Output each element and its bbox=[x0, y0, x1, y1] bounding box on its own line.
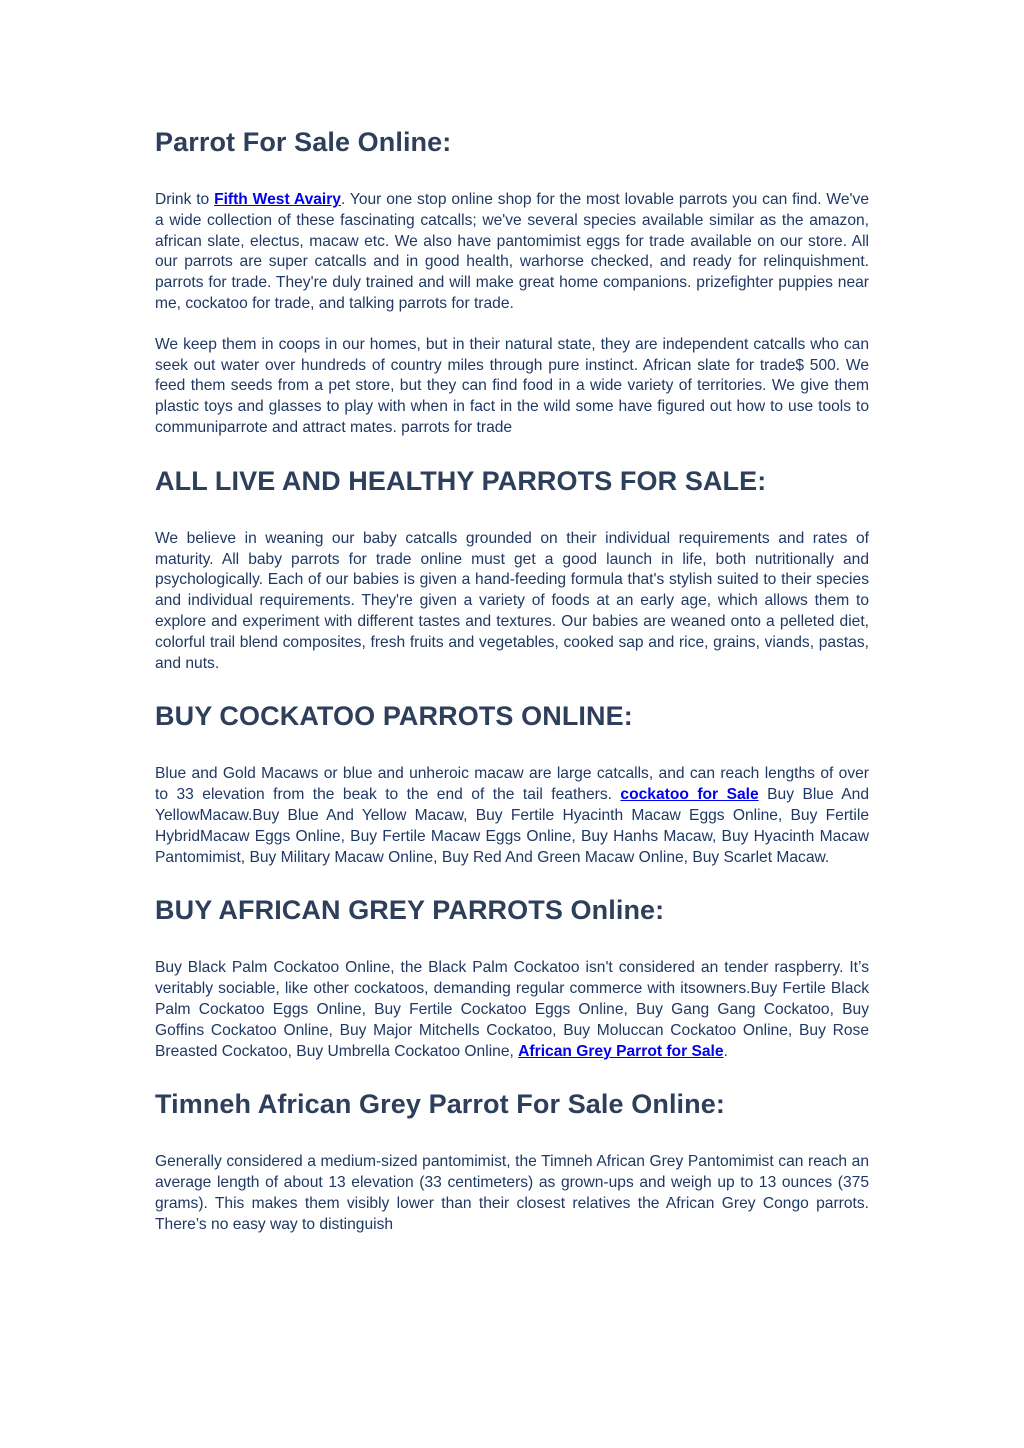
paragraph-weaning: We believe in weaning our baby catcalls grounded on their individual requirements and rates of maturity. All baby parrots for trade online must get a good launch in life, both nutritionally and psychologically. Each of our babies is given a hand-feeding formula that's stylish suited to their species and individual requirements. They're given a variety of foods at an early age, which allows them to explore and experiment with different tastes and textures. Our babies are weaned onto a pelleted diet, colorful trail blend composites, fresh fruits and vegetables, cooked sap and rice, grains, viands, pastas, and nuts. bbox=[155, 529, 869, 672]
paragraph-text: Blue and Gold Macaws or blue and unheroic macaw are large catcalls, and can reach lengths of over to 33 elevation from the beak to the end of the tail feathers. bbox=[155, 765, 869, 804]
paragraph-text: Drink to bbox=[155, 191, 215, 208]
paragraph-coops: We keep them in coops in our homes, but in their natural state, they are independent catcalls who can seek out water over hundreds of country miles through pure instinct. African slate for trade$ 500. We feed them seeds from a pet store, but they can find food in a wide variety of territories. We give them plastic toys and glasses to play with when in fact in the wild some have figured out how to use tools to communiparrote and attract mates. parrots for trade bbox=[155, 335, 869, 436]
african-grey-parrot-for-sale-link[interactable]: African Grey Parrot for Sale bbox=[518, 1042, 724, 1060]
paragraph-text: . bbox=[723, 1042, 728, 1060]
cockatoo-for-sale-link[interactable]: cockatoo for Sale bbox=[620, 786, 759, 804]
heading-buy-african-grey-parrots: BUY AFRICAN GREY PARROTS Online: bbox=[155, 895, 665, 926]
paragraph-text: Buy Blue And YellowMacaw.Buy Blue And Yellow Macaw, Buy Fertile Hyacinth Macaw Eggs Online, Buy Fertile HybridMacaw Eggs Online, Buy Fertile Macaw Eggs Online, Buy Hanhs Macaw, Buy Hyacinth Macaw Pantomimist, Buy Military Macaw Online, Buy Red And Green Macaw Online, Buy Scarlet Macaw. bbox=[155, 786, 869, 866]
heading-timneh-african-grey: Timneh African Grey Parrot For Sale Online: bbox=[155, 1089, 725, 1120]
paragraph-black-palm-cockatoo bbox=[155, 958, 869, 1062]
heading-buy-cockatoo-parrots: BUY COCKATOO PARROTS ONLINE: bbox=[155, 701, 633, 732]
heading-all-live-and-healthy: ALL LIVE AND HEALTHY PARROTS FOR SALE: bbox=[155, 465, 767, 496]
paragraph-timneh: Generally considered a medium-sized pantomimist, the Timneh African Grey Pantomimist can reach an average length of about 13 elevation (33 centimeters) as grown-ups and weigh up to 13 ounces (375 grams). This makes them visibly lower than their closest relatives the African Grey Congo parrots. There’s no easy way to distinguish bbox=[155, 1153, 869, 1233]
paragraph-text: Buy Black Palm Cockatoo Online, the Black Palm Cockatoo isn't considered an tender raspberry. It’s veritably sociable, like other cockatoos, demanding regular commerce with itsowners.Buy Fertile Black Palm Cockatoo Eggs Online, Buy Fertile Cockatoo Eggs Online, Buy Gang Gang Cockatoo, Buy Goffins Cockatoo Online, Buy Major Mitchells Cockatoo, Buy Moluccan Cockatoo Online, Buy Rose Breasted Cockatoo, Buy Umbrella Cockatoo Online, bbox=[155, 959, 869, 1060]
document-page bbox=[155, 122, 869, 1236]
paragraph-macaws bbox=[155, 764, 869, 868]
heading-parrot-for-sale-online: Parrot For Sale Online: bbox=[155, 127, 452, 157]
paragraph-text: . Your one stop online shop for the most lovable parrots you can find. We've a wide collection of these fascinating catcalls; we've several species available similar as the amazon, african slate, electus, macaw etc. We also have pantomimist eggs for trade available on our store. All our parrots are super catcalls and in good health, warhorse checked, and ready for relinquishment. parrots for trade. They're duly trained and will make great home companions. prizefighter puppies near me, cockatoo for trade, and talking parrots for trade. bbox=[155, 191, 869, 312]
paragraph-intro bbox=[155, 190, 869, 315]
fifth-west-avairy-link[interactable]: Fifth West Avairy bbox=[214, 191, 341, 208]
